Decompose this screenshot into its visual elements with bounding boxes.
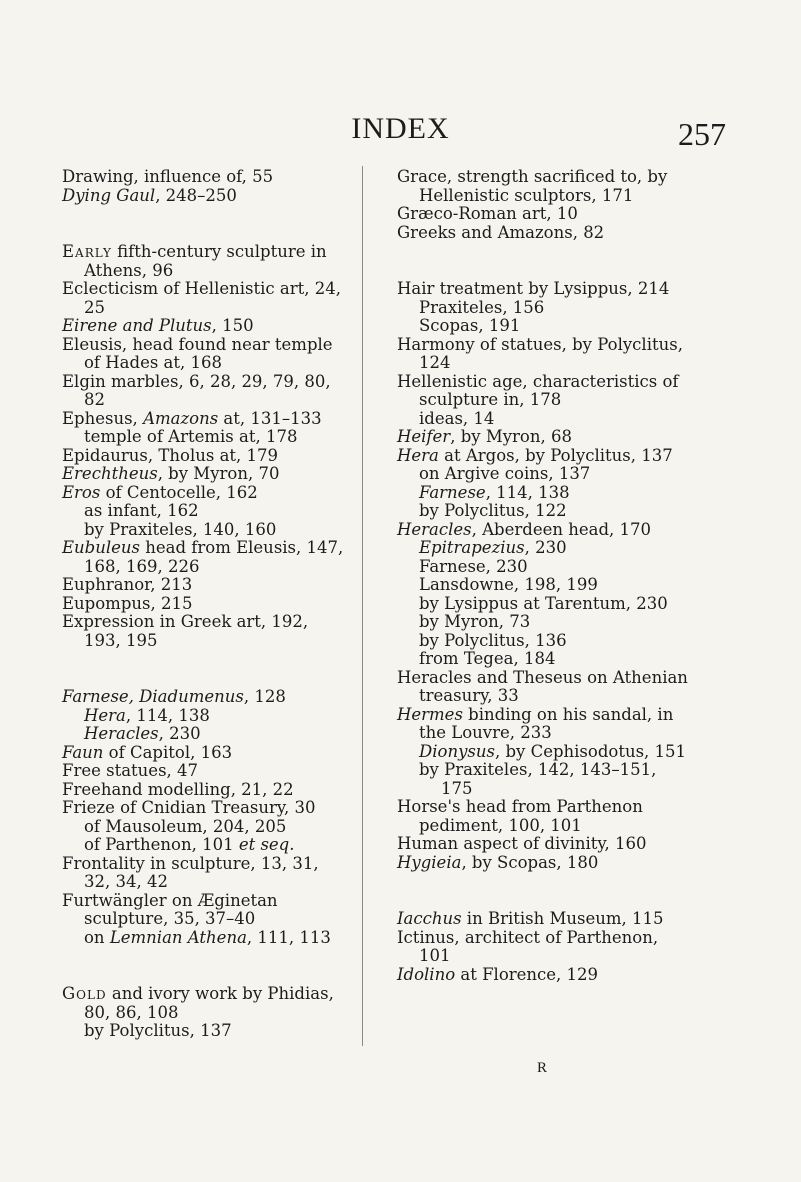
index-entry: Eclecticism of Hellenistic art, 24, 25 xyxy=(62,279,341,317)
section-gap xyxy=(397,242,693,280)
index-entry: Frontality in sculpture, 13, 31, 32, 34, 42 xyxy=(62,853,319,891)
index-entry: Hellenistic age, characteristics of sculpture in, 178 xyxy=(397,371,679,409)
index-subentry: by Polyclitus, 122 xyxy=(419,501,567,520)
index-entry: Eirene and Plutus, 150 xyxy=(62,316,254,335)
index-entry: Erechtheus, by Myron, 70 xyxy=(62,464,280,483)
index-entry: Heracles and Theseus on Athenian treasury, 33 xyxy=(397,667,688,705)
index-entry: Hygieia, by Scopas, 180 xyxy=(397,852,599,872)
index-entry: Grace, strength sacrificed to, by Hellenistic sculptors, 171 xyxy=(397,167,668,205)
index-subentry: Dionysus, by Cephisodotus, 151 xyxy=(419,741,687,761)
index-subentry: Heracles, 230 xyxy=(84,724,201,743)
index-subentry: on Lemnian Athena, 111, 113 xyxy=(84,927,331,947)
index-entry: Iacchus in British Museum, 115 xyxy=(397,909,664,928)
index-entry: Hera at Argos, by Polyclitus, 137 xyxy=(397,445,673,465)
index-subentry: temple of Artemis at, 178 xyxy=(84,427,298,446)
index-entry: Expression in Greek art, 192, 193, 195 xyxy=(62,612,309,650)
index-entry: Faun of Capitol, 163 xyxy=(62,742,233,762)
index-entry: Hermes binding on his sandal, in the Louvre, 233 xyxy=(397,704,674,742)
index-subentry: as infant, 162 xyxy=(84,501,199,520)
index-entry: Horse's head from Parthenon pediment, 100, 101 xyxy=(397,797,643,835)
index-subentry: on Argive coins, 137 xyxy=(419,464,591,483)
index-entry: Eros of Centocelle, 162 xyxy=(62,482,258,502)
index-subentry: Farnese, 230 xyxy=(419,556,528,576)
index-entry: Human aspect of divinity, 160 xyxy=(397,834,647,853)
index-entry: Frieze of Cnidian Treasury, 30 xyxy=(62,798,316,817)
index-entry: Hair treatment by Lysippus, 214 xyxy=(397,279,670,298)
index-subentry: by Polyclitus, 136 xyxy=(419,630,567,650)
index-entry: Heifer, by Myron, 68 xyxy=(397,427,572,446)
index-subentry: Farnese, 114, 138 xyxy=(419,482,570,502)
index-entry: Epidaurus, Tholus at, 179 xyxy=(62,445,279,465)
index-entry: Eleusis, head found near temple of Hades at, 168 xyxy=(62,334,333,372)
index-subentry: by Praxiteles, 140, 160 xyxy=(84,519,277,539)
index-entry: Ephesus, Amazons at, 131–133 xyxy=(62,408,322,428)
section-gap xyxy=(62,650,350,688)
index-entry: Græco-Roman art, 10 xyxy=(397,204,578,223)
index-entry: Freehand modelling, 21, 22 xyxy=(62,779,294,799)
section-gap xyxy=(62,205,350,243)
index-entry: Furtwängler on Æginetan sculpture, 35, 37–40 xyxy=(62,890,278,928)
index-entry: Ictinus, architect of Parthenon, 101 xyxy=(397,927,659,965)
index-entry: Euphranor, 213 xyxy=(62,575,193,594)
index-subentry: Lansdowne, 198, 199 xyxy=(419,575,598,594)
index-subentry: by Lysippus at Tarentum, 230 xyxy=(419,593,668,613)
index-subentry: Epitrapezius, 230 xyxy=(419,538,567,557)
index-entry: Elgin marbles, 6, 28, 29, 79, 80, 82 xyxy=(62,371,331,409)
index-column-left xyxy=(62,168,350,1041)
index-entry: Heracles, Aberdeen head, 170 xyxy=(397,519,651,539)
index-entry: Drawing, influence of, 55 xyxy=(62,167,274,186)
index-entry: Gold and ivory work by Phidias, 80, 86, 108 xyxy=(62,984,334,1022)
index-entry: Farnese, Diadumenus, 128 xyxy=(62,687,286,706)
index-column-right xyxy=(397,168,693,984)
index-entry: Early fifth-century sculpture in Athens, 96 xyxy=(62,242,327,280)
section-gap xyxy=(397,872,693,910)
index-entry: Idolino at Florence, 129 xyxy=(397,964,599,984)
index-subentry: from Tegea, 184 xyxy=(419,649,556,668)
index-entry: Dying Gaul, 248–250 xyxy=(62,185,237,205)
index-subentry: by Myron, 73 xyxy=(419,612,531,631)
index-subentry: by Polyclitus, 137 xyxy=(84,1021,232,1040)
index-subentry: by Praxiteles, 142, 143–151, 175 xyxy=(419,760,657,798)
page-number: 257 xyxy=(678,116,726,152)
index-entry: Free statues, 47 xyxy=(62,761,199,780)
index-entry: Harmony of statues, by Polyclitus, 124 xyxy=(397,334,683,372)
index-subentry: Hera, 114, 138 xyxy=(84,705,210,725)
index-subentry: ideas, 14 xyxy=(419,408,495,428)
signature-mark: R xyxy=(537,1060,548,1076)
index-subentry: Praxiteles, 156 xyxy=(419,297,545,317)
index-entry: Eupompus, 215 xyxy=(62,593,193,613)
page-title: INDEX xyxy=(351,112,450,145)
column-divider xyxy=(362,166,363,1046)
index-subentry: of Parthenon, 101 et seq. xyxy=(84,835,295,854)
index-subentry: of Mausoleum, 204, 205 xyxy=(84,816,287,836)
index-subentry: Scopas, 191 xyxy=(419,316,521,335)
section-gap xyxy=(62,947,350,985)
index-entry: Greeks and Amazons, 82 xyxy=(397,222,605,242)
index-entry: Eubuleus head from Eleusis, 147, 168, 169, 226 xyxy=(62,538,344,576)
